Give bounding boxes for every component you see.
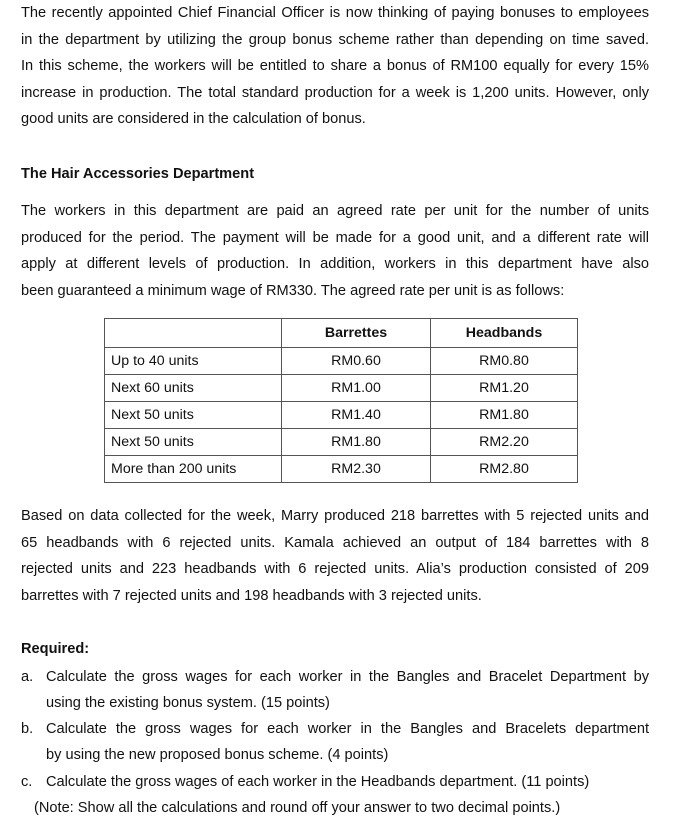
production-line-1: Based on data collected for the week, Marry produced 218 barrettes with 5 rejected units and — [21, 508, 649, 524]
item-c-line-1: Calculate the gross wages of each worker in the Headbands department. (11 points) — [46, 774, 590, 790]
table-header-row — [105, 319, 578, 348]
section-line-2: produced for the period. The payment will be made for a good unit, and a different rate will — [21, 230, 649, 246]
table-cell-headbands: RM1.80 — [431, 402, 578, 429]
item-b-line-1: Calculate the gross wages for each worker in the Bangles and Bracelets department — [46, 721, 649, 737]
intro-line-1: The recently appointed Chief Financial Officer is now thinking of paying bonuses to employees — [21, 5, 649, 21]
table-header-blank — [105, 319, 282, 348]
table-row — [105, 375, 578, 402]
table-cell-headbands: RM2.80 — [431, 456, 578, 483]
production-line-3: rejected units and 223 headbands with 6 rejected units. Alia’s production consisted of 209 — [21, 561, 649, 577]
table-cell-headbands: RM1.20 — [431, 375, 578, 402]
table-cell-level: Next 50 units — [105, 402, 282, 429]
table-row — [105, 429, 578, 456]
section-line-4: been guaranteed a minimum wage of RM330. The agreed rate per unit is as follows: — [21, 283, 565, 299]
table-cell-barrettes: RM1.80 — [282, 429, 431, 456]
table-cell-headbands: RM0.80 — [431, 348, 578, 375]
table-cell-level: More than 200 units — [105, 456, 282, 483]
item-a-line-1: Calculate the gross wages for each worker in the Bangles and Bracelet Department by — [46, 669, 649, 685]
production-line-4: barrettes with 7 rejected units and 198 headbands with 3 rejected units. — [21, 588, 482, 604]
item-a-marker: a. — [21, 669, 34, 685]
item-b-marker: b. — [21, 721, 34, 737]
section-line-3: apply at different levels of production. In addition, workers in this department have also — [21, 256, 649, 272]
section-heading: The Hair Accessories Department — [21, 166, 255, 182]
rate-table — [104, 318, 578, 483]
required-heading: Required: — [21, 641, 90, 657]
item-c-marker: c. — [21, 774, 33, 790]
table-cell-level: Next 50 units — [105, 429, 282, 456]
production-line-2: 65 headbands with 6 rejected units. Kamala achieved an output of 184 barrettes with 8 — [21, 535, 649, 551]
table-row — [105, 402, 578, 429]
table-cell-level: Up to 40 units — [105, 348, 282, 375]
table-row — [105, 456, 578, 483]
item-a-line-2: using the existing bonus system. (15 points) — [46, 695, 330, 711]
table-cell-barrettes: RM0.60 — [282, 348, 431, 375]
table-cell-barrettes: RM2.30 — [282, 456, 431, 483]
table-cell-level: Next 60 units — [105, 375, 282, 402]
intro-line-5: good units are considered in the calculation of bonus. — [21, 111, 366, 127]
calculation-note: (Note: Show all the calculations and round off your answer to two decimal points.) — [34, 800, 561, 816]
intro-line-4: increase in production. The total standard production for a week is 1,200 units. However, only — [21, 85, 649, 101]
intro-line-3: In this scheme, the workers will be entitled to share a bonus of RM100 equally for every 15% — [21, 58, 649, 74]
table-cell-headbands: RM2.20 — [431, 429, 578, 456]
table-header-barrettes: Barrettes — [282, 319, 431, 348]
section-line-1: The workers in this department are paid an agreed rate per unit for the number of units — [21, 203, 649, 219]
table-row — [105, 348, 578, 375]
table-cell-barrettes: RM1.00 — [282, 375, 431, 402]
item-b-line-2: by using the new proposed bonus scheme. (4 points) — [46, 747, 389, 763]
table-header-headbands: Headbands — [431, 319, 578, 348]
intro-line-2: in the department by utilizing the group bonus scheme rather than depending on time saved. — [21, 32, 649, 48]
table-cell-barrettes: RM1.40 — [282, 402, 431, 429]
